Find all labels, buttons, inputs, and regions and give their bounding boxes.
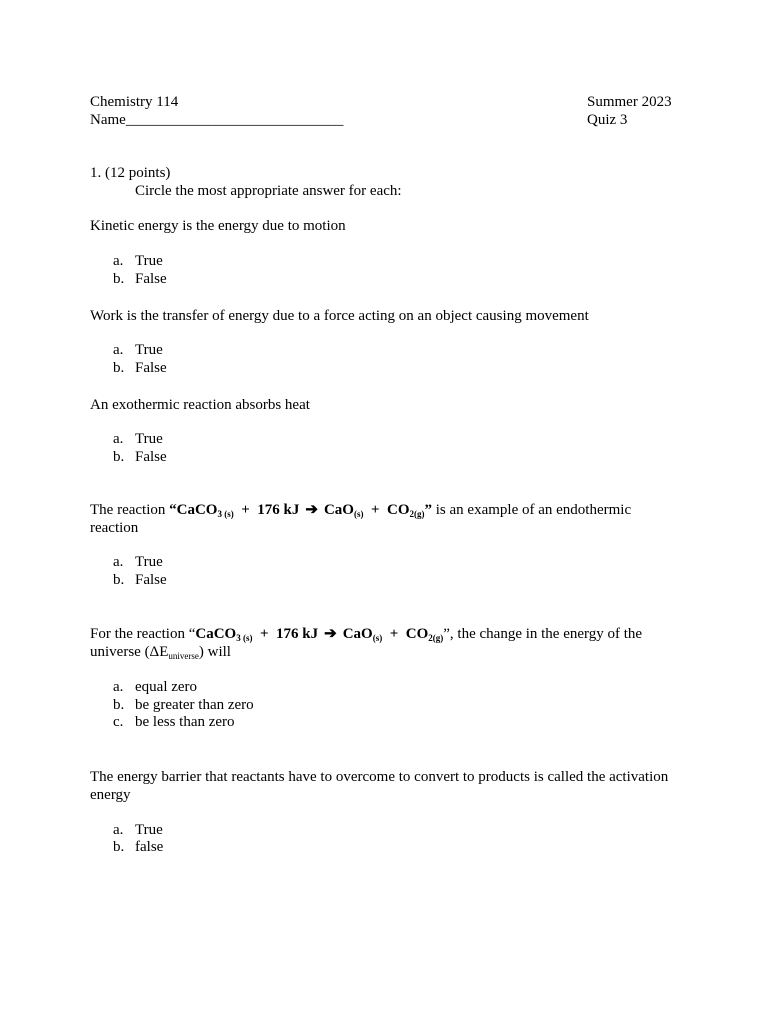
term-label: Summer 2023 [587, 94, 672, 110]
option-item[interactable] [90, 360, 680, 378]
option-item[interactable] [90, 253, 680, 271]
question-6 [90, 768, 680, 804]
reactant-caco3-subscript: 3 (s) [236, 633, 253, 643]
option-item[interactable] [90, 839, 680, 857]
question-suffix: ”, the change in the energy of the universe (ΔE [90, 626, 643, 660]
option-item[interactable] [90, 679, 680, 697]
question-text: An exothermic reaction absorbs heat [90, 397, 310, 413]
question-suffix-2: ) will [198, 644, 231, 660]
options-list [90, 431, 680, 466]
question-prefix: For the reaction “ [90, 626, 196, 642]
section-number: 1. (12 points) [90, 165, 171, 181]
options-list [90, 253, 680, 288]
option-letter: b. [113, 696, 125, 713]
option-letter: a. [113, 253, 124, 269]
option-item[interactable] [90, 697, 680, 715]
question-5 [90, 625, 680, 661]
option-text: True [135, 253, 163, 269]
question-3 [90, 396, 680, 414]
product-cao: CaO [323, 502, 354, 518]
option-letter: a. [113, 342, 124, 358]
product-cao-subscript: (s) [353, 509, 364, 519]
question-prefix: The reaction [90, 502, 170, 518]
plus-sign: + [370, 502, 380, 518]
option-item[interactable] [90, 554, 680, 572]
option-text: False [135, 359, 167, 376]
option-text: True [135, 431, 163, 447]
option-text: False [135, 571, 167, 588]
option-item[interactable] [90, 572, 680, 590]
name-field-label: Name_____________________________ [90, 112, 344, 128]
product-co2-subscript: 2(g) [428, 633, 444, 643]
option-letter: a. [113, 679, 124, 695]
option-text: True [135, 554, 163, 570]
option-item[interactable] [90, 449, 680, 467]
product-co2: CO [405, 626, 429, 642]
option-letter: c. [113, 714, 124, 730]
option-text: False [135, 448, 167, 465]
reaction-equation [195, 626, 443, 642]
question-2 [90, 307, 680, 325]
question-text: Kinetic energy is the energy due to motion [90, 218, 346, 234]
section-instruction: Circle the most appropriate answer for each: [135, 183, 402, 199]
option-text: True [135, 342, 163, 358]
options-list [90, 679, 680, 732]
options-list [90, 822, 680, 857]
option-text: be less than zero [135, 714, 235, 730]
product-co2-subscript: 2(g) [409, 509, 425, 519]
option-item[interactable] [90, 342, 680, 360]
product-co2: CO [387, 502, 410, 518]
question-text: Work is the transfer of energy due to a force acting on an object causing movement [90, 308, 589, 324]
universe-subscript: universe [168, 651, 199, 661]
reaction-arrow-icon: ➔ [305, 502, 318, 518]
product-cao-subscript: (s) [372, 633, 383, 643]
question-suffix: is an example of an endothermic reaction [90, 502, 632, 536]
options-list [90, 554, 680, 589]
reactant-caco3-subscript: 3 (s) [217, 509, 234, 519]
plus-sign: + [259, 626, 269, 642]
course-title: Chemistry 114 [90, 94, 179, 110]
equation-close-quote: ” [424, 502, 433, 518]
quiz-page [90, 93, 680, 857]
header-row-2 [90, 111, 680, 129]
question-1 [90, 217, 680, 235]
energy-term: 176 kJ [276, 626, 319, 642]
option-letter: b. [113, 270, 125, 287]
reactant-caco3: CaCO [176, 502, 218, 518]
header-row-1 [90, 93, 680, 111]
option-text: equal zero [135, 679, 198, 695]
option-letter: b. [113, 448, 125, 465]
question-text: The energy barrier that reactants have to overcome to convert to products is called the activation energy [90, 768, 669, 803]
option-item[interactable] [90, 271, 680, 289]
option-text: True [135, 821, 163, 838]
option-letter: a. [113, 821, 124, 838]
reaction-arrow-icon: ➔ [324, 626, 337, 642]
quiz-label: Quiz 3 [587, 112, 628, 128]
option-letter: a. [113, 431, 124, 447]
option-letter: a. [113, 554, 124, 570]
reaction-equation [177, 502, 425, 518]
reactant-caco3: CaCO [195, 626, 237, 642]
product-cao: CaO [342, 626, 373, 642]
option-text: be greater than zero [135, 696, 254, 713]
option-text: false [135, 839, 164, 855]
question-4 [90, 501, 680, 537]
option-item[interactable] [90, 431, 680, 449]
options-list [90, 342, 680, 377]
option-letter: b. [113, 571, 125, 588]
equation-open-quote: “ [169, 502, 177, 518]
option-letter: b. [113, 839, 125, 855]
option-item[interactable] [90, 714, 680, 732]
option-letter: b. [113, 359, 125, 376]
plus-sign: + [389, 626, 399, 642]
plus-sign: + [241, 502, 250, 518]
option-text: False [135, 270, 167, 287]
energy-term: 176 kJ [257, 502, 300, 518]
option-item[interactable] [90, 822, 680, 840]
